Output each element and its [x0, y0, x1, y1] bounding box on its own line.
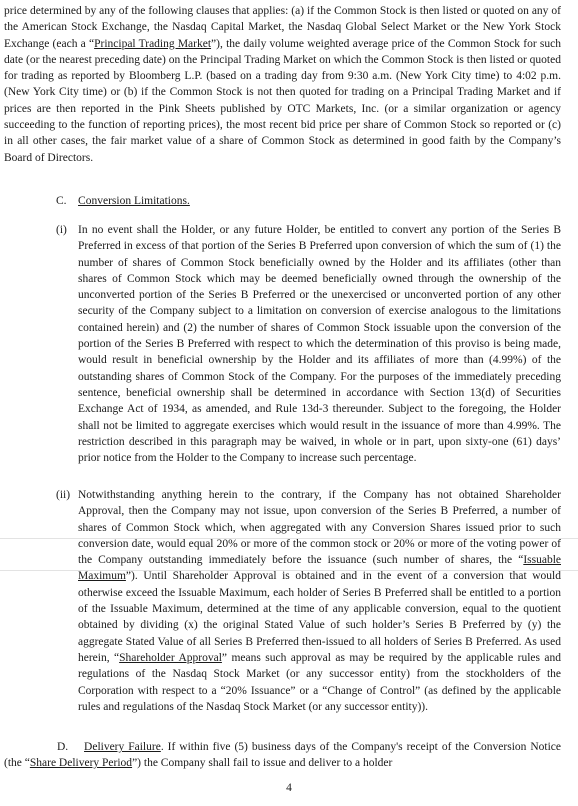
- page-number: 4: [286, 782, 292, 794]
- intro-text-a: price determined by any of the following clauses that applies: (a) if the Common Stock is then listed or quoted on any of the American Stock Exchange, the Nasdaq Capital Market, the Nasdaq Global Select Market or the New York Stock Exchange (each a “: [4, 5, 561, 50]
- section-c-letter: C.: [56, 195, 67, 207]
- section-d-letter: D.: [57, 741, 69, 753]
- section-d-text-b: ”) the Company shall fail to issue and deliver to a holder: [132, 757, 393, 770]
- section-d-text-a: . If within five (5) business days of the Company's receipt of the Conversion Notice (the “: [4, 741, 562, 770]
- item-ii-text-b: ”). Until Shareholder Approval is obtained and in the event of a conversion that would otherwise exceed the Issuable Maximum, each holder of Series B Preferred shall be entitled to a portion of the Issuable Maximum, determined at the time of any applicable conversion, equal to the quotient obtained by dividing (x) the original Stated Value of such holder’s Series B Preferred by (y) the aggregate Stated Value of all Series B Preferred then-issued to all holders of Series B Preferred. As used herein, “: [78, 570, 561, 664]
- defined-term-shareholder-approval: Shareholder Approval: [119, 651, 222, 664]
- defined-term-issuable-maximum: Issuable Maximum: [78, 554, 561, 583]
- defined-term-share-delivery-period: Share Delivery Period: [29, 757, 133, 770]
- section-c-title: Conversion Limitations.: [78, 195, 190, 207]
- intro-paragraph: [4, 3, 561, 166]
- list-item-ii-text: [78, 487, 561, 715]
- section-c-heading: [56, 193, 190, 209]
- item-ii-text-a: Notwithstanding anything herein to the contrary, if the Company has not obtained Shareholder Approval, then the Company may not issue, upon conversion of the Series B Preferred, a number of shares of Common Stock which, when aggregated with any Conversion Shares issued prior to such conversion date, would equal 20% or more of the common stock or 20% or more of the voting power of the Company outstanding immediately before the issuance (such number of shares, the “: [78, 489, 561, 567]
- intro-text-b: ”), the daily volume weighted average price of the Common Stock for such date (or the nearest preceding date) on the Principal Trading Market on which the Common Stock is then listed or quoted for trading as reported by Bloomberg L.P. (based on a trading day from 9:30 a.m. (New York City time) to 4:02 p.m. (New York City time) or (b) if the Common Stock is not then quoted for trading on a Principal Trading Market and if prices are then reported in the Pink Sheets published by OTC Markets, Inc. (or a similar organization or agency succeeding to the function of reporting prices), the most recent bid price per share of Common Stock so reported or (c) in all other cases, the fair market value of a share of Common Stock as determined in good faith by the Company’s Board of Directors.: [4, 37, 561, 164]
- section-d-paragraph: [4, 739, 561, 772]
- item-ii-text-c: ” means such approval as may be required by the applicable rules and regulations of the Nasdaq Stock Market (or any successor entity) from the stockholders of the Corporation with respect to a “20% Issuance” or a “Change of Control” (as defined by the applicable rules and regulations of the Nasdaq Stock Market (or any successor entity)).: [78, 651, 561, 713]
- defined-term-principal-trading-market: Principal Trading Market: [94, 37, 212, 50]
- list-item-i-text: In no event shall the Holder, or any future Holder, be entitled to convert any portion of the Series B Preferred in excess of that portion of the Series B Preferred upon conversion of which the sum of (1) the number of shares of Common Stock beneficially owned by the Holder and its affiliates (other than shares of Common Stock which may be deemed beneficially owned through the ownership of the unconverted portion of the Series B Preferred or the unexercised or unconverted portion of any other security of the Company subject to a limitation on conversion of exercise analogous to the limitations contained herein) and (2) the number of shares of Common Stock issuable upon the conversion of the portion of the Series B Preferred with respect to which the determination of this proviso is being made, would result in beneficial ownership by the Holder and its affiliates of more than (4.99%) of the outstanding shares of Common Stock of the Company. For the purposes of the immediately preceding sentence, beneficial ownership shall be determined in accordance with Section 13(d) of Securities Exchange Act of 1934, as amended, and Rule 13d-3 thereunder. Subject to the foregoing, the Holder shall not be limited to aggregate exercises which would result in the issuance of more than 4.99%. The restriction described in this paragraph may be waived, in whole or in part, upon sixty-one (61) days’ prior notice from the Holder to the Company to increase such percentage.: [78, 224, 561, 465]
- list-marker-ii: (ii): [56, 489, 71, 501]
- section-d-title: Delivery Failure: [84, 741, 161, 753]
- list-marker-i: (i): [56, 224, 67, 236]
